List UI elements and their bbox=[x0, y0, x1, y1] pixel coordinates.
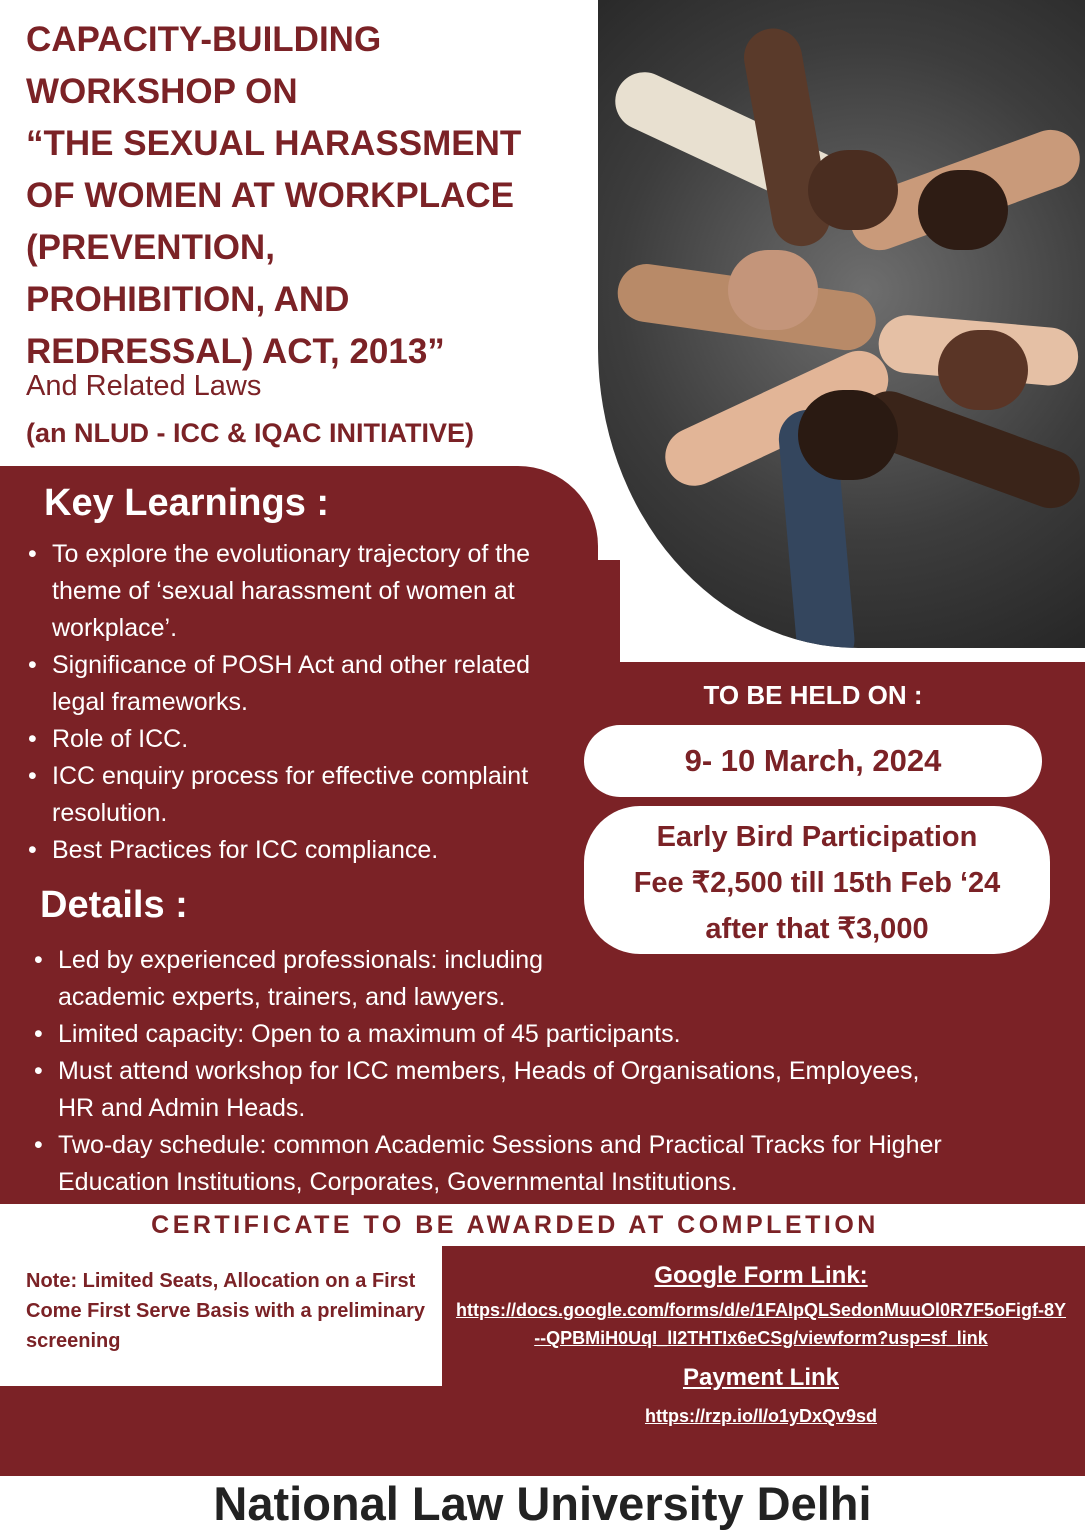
initiative-label: (an NLUD - ICC & IQAC INITIATIVE) bbox=[26, 418, 474, 448]
payment-label: Payment Link bbox=[682, 1364, 840, 1391]
title-line: REDRESSAL) ACT, 2013” bbox=[26, 332, 445, 371]
university-name: National Law University Delhi bbox=[213, 1477, 872, 1530]
google-form-link[interactable]: https://docs.google.com/forms/d/e/1FAIpQLSedonMuuOl0R7F5oFigf-8Y--QPBMiH0UqI_lI2THTIx6eCSg/viewform?usp=sf_link bbox=[455, 1300, 1067, 1348]
list-item: • Led by experienced professionals: including academic experts, trainers, and lawyers. bbox=[32, 942, 1042, 1016]
workshop-title bbox=[26, 14, 596, 378]
details-heading: Details : bbox=[40, 884, 188, 926]
details-list bbox=[32, 942, 1042, 1201]
title-line: WORKSHOP ON bbox=[26, 72, 298, 111]
fee-line: Fee ₹2,500 till 15th Feb ‘24 bbox=[633, 867, 1001, 899]
list-item: • Limited capacity: Open to a maximum of 45 participants. bbox=[32, 1016, 1042, 1053]
certificate-notice: CERTIFICATE TO BE AWARDED AT COMPLETION bbox=[151, 1211, 879, 1239]
key-learnings-list bbox=[26, 536, 566, 869]
subtitle: And Related Laws bbox=[26, 370, 262, 402]
list-item: • Role of ICC. bbox=[26, 721, 566, 758]
list-item: • Two-day schedule: common Academic Sessions and Practical Tracks for Higher Education Institutions, Corporates, Governmental Institutions. bbox=[32, 1127, 1042, 1201]
title-line: OF WOMEN AT WORKPLACE bbox=[26, 176, 515, 215]
list-item: • ICC enquiry process for effective complaint resolution. bbox=[26, 758, 566, 832]
holding-hands-photo bbox=[598, 0, 1085, 648]
held-on-label: TO BE HELD ON : bbox=[703, 680, 923, 710]
key-learnings-heading: Key Learnings : bbox=[44, 482, 330, 524]
title-line: CAPACITY-BUILDING bbox=[26, 20, 382, 59]
links-section bbox=[455, 1262, 1067, 1430]
google-form-label: Google Form Link: bbox=[654, 1262, 868, 1289]
title-line: “THE SEXUAL HARASSMENT bbox=[26, 124, 522, 163]
fee-line: after that ₹3,000 bbox=[705, 913, 929, 945]
fee-line: Early Bird Participation bbox=[656, 821, 978, 853]
note-text: Note: Limited Seats, Allocation on a First Come First Serve Basis with a preliminary screening bbox=[26, 1270, 426, 1352]
list-item: • To explore the evolutionary trajectory of the theme of ‘sexual harassment of women at workplace’. bbox=[26, 536, 566, 647]
list-item: • Must attend workshop for ICC members, Heads of Organisations, Employees, HR and Admin Heads. bbox=[32, 1053, 1042, 1127]
panel-connector bbox=[560, 560, 620, 670]
payment-link[interactable]: https://rzp.io/l/o1yDxQv9sd bbox=[644, 1406, 878, 1426]
title-line: PROHIBITION, AND bbox=[26, 280, 350, 319]
list-item: • Best Practices for ICC compliance. bbox=[26, 832, 566, 869]
list-item: • Significance of POSH Act and other related legal frameworks. bbox=[26, 647, 566, 721]
fee-box bbox=[584, 806, 1050, 954]
title-line: (PREVENTION, bbox=[26, 228, 275, 267]
event-date: 9- 10 March, 2024 bbox=[584, 725, 1042, 797]
